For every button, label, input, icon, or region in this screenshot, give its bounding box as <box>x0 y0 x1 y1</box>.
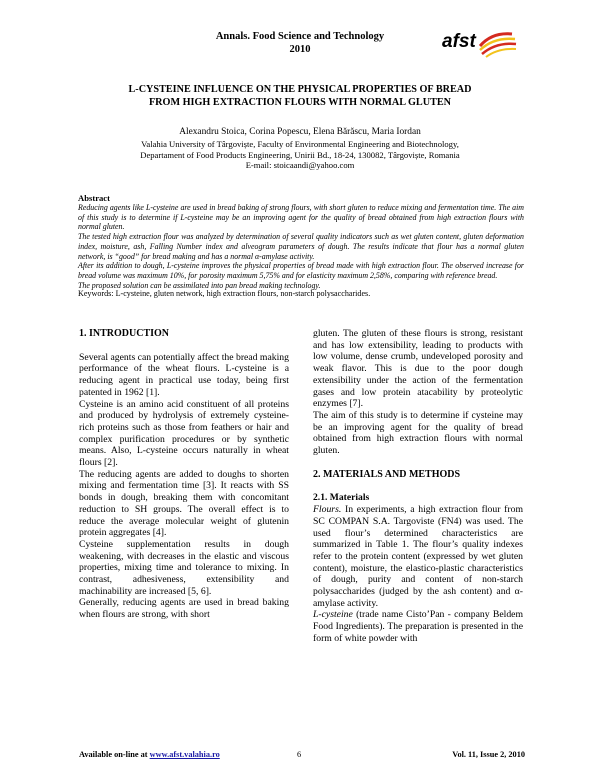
affiliation <box>0 139 600 171</box>
journal-name: Annals. Food Science and Technology <box>215 31 385 42</box>
left-column <box>79 328 289 621</box>
keywords <box>78 289 524 299</box>
footer-volume: Vol. 11, Issue 2, 2010 <box>452 750 525 759</box>
abstract-paragraph: Reducing agents like L-cysteine are used in bread baking of strong flours, with short gluten to reduce mixing and fermentation time. The aim of this study is to determine if L-cysteine may be an improving agent for the quality of bread obtained from high extraction flours with normal gluten. <box>78 203 524 232</box>
keywords-label: Keywords: <box>78 289 114 298</box>
paper-title <box>100 83 500 109</box>
body-paragraph: The reducing agents are added to doughs to shorten mixing and fermentation time [3]. It reacts with SS bonds in dough, breaking them with concomitant reduction to SH groups. The overall effect is to reduce the average molecular weight of glutenin protein aggregates [4]. <box>79 468 289 539</box>
footer-availability <box>79 750 220 759</box>
title-line-2: FROM HIGH EXTRACTION FLOURS WITH NORMAL GLUTEN <box>148 97 452 108</box>
abstract-paragraph: The tested high extraction flour was analyzed by determination of several quality indicators such as wet gluten content, gluten deformation index, moisture, ash, Falling Number index and alveogram parameters of dough. The results indicate that flour has a normal gluten network, is “good” for bread making and has a normal α-amylase activity. <box>78 232 524 261</box>
subsection-title-materials: 2.1. Materials <box>313 492 370 504</box>
authors: Alexandru Stoica, Corina Popescu, Elena Bărăscu, Maria Iordan <box>179 127 421 137</box>
section-title-introduction: 1. INTRODUCTION <box>79 328 170 339</box>
footer-prefix: Available on-line at <box>79 750 150 759</box>
body-paragraph: Cysteine is an amino acid constituent of all proteins and produced by hydrolysis of extremely cysteine-rich proteins such as those from feathers or hair and complex purification procedures or by synthetic means. Also, L-cysteine occurs naturally in wheat flours [2]. <box>79 398 289 469</box>
affiliation-line-1: Valahia University of Târgoviște, Faculty of Environmental Engineering and Biotechnology, <box>141 139 459 149</box>
afst-logo-graphic <box>440 26 518 58</box>
abstract-paragraph: After its addition to dough, L-cysteine improves the physical properties of bread made with high extraction flour. The observed increase for bread volume was maximum 10%, for porosity maximum 5,75% and for elasticity maximum 2,58%, comparing with reference bread. <box>78 261 524 280</box>
title-line-1: L-CYSTEINE INFLUENCE ON THE PHYSICAL PROPERTIES OF BREAD <box>128 84 472 95</box>
body-paragraph: Generally, reducing agents are used in bread baking when flours are strong, with short <box>79 597 289 621</box>
flours-text: In experiments, a high extraction flour from SC COMPAN S.A. Targoviste (FN4) was used. The used flour’s determined characteristics are summarized in Table 1. The flour’s quality indexes refer to the protein content (expressed by wet gluten content), moisture, the elastico-plastic characteristics of dough, purity and content of non-starch polysaccharides (judged by the ash content) and α-amylase activity. <box>313 504 523 609</box>
afst-logo <box>440 26 518 58</box>
body-paragraph <box>313 609 523 644</box>
section-title-materials-methods: 2. MATERIALS AND METHODS <box>313 468 461 480</box>
keywords-text: L-cysteine, gluten network, high extraction flours, non-starch polysaccharides. <box>115 289 371 298</box>
body-paragraph: The aim of this study is to determine if cysteine may be an improving agent for the quality of bread obtained from high extraction flours with normal gluten. <box>313 409 523 457</box>
abstract-heading: Abstract <box>78 193 110 203</box>
right-column <box>313 328 523 645</box>
author-email: E-mail: stoicaandi@yahoo.com <box>245 160 355 171</box>
flours-label: Flours. <box>313 504 342 516</box>
body-paragraph <box>313 504 523 609</box>
abstract-body <box>78 203 524 290</box>
journal-year: 2010 <box>289 43 311 55</box>
footer-website-link[interactable]: www.afst.valahia.ro <box>149 750 220 759</box>
body-paragraph: Cysteine supplementation results in dough weakening, with decreases in the elastic and viscous properties, mixing time and tolerance to mixing. In contrast, adhesiveness, extensibility and machinability are increased [5, 6]. <box>79 538 289 597</box>
affiliation-line-2: Departament of Food Products Engineering, Unirii Bd., 18-24, 130082, Târgoviște, Romania <box>140 149 460 160</box>
abstract-paragraph: The proposed solution can be assimilated into pan bread making technology. <box>78 280 321 290</box>
body-paragraph: Several agents can potentially affect the bread making performance of the wheat flours. L-cysteine is a reducing agent in practical use today, being first patented in 1962 [1]. <box>79 351 289 398</box>
page-number: 6 <box>297 750 302 759</box>
afst-logo-text: afst <box>442 31 476 52</box>
lcysteine-text: (trade name Cisto’Pan - company Beldem Food Ingredients). The preparation is presented in the form of white powder with <box>313 609 523 644</box>
logo-stripes-icon <box>480 34 516 57</box>
body-paragraph: gluten. The gluten of these flours is strong, resistant and has low extensibility, leading to products with low volume, dense crumb, undeveloped porosity and weak flavor. This is due to the poor dough extensibility under the action of the fermentation gases and low protein atacability by proteolytic enzymes [7]. <box>313 328 523 410</box>
lcysteine-label: L-cysteine <box>313 609 353 621</box>
